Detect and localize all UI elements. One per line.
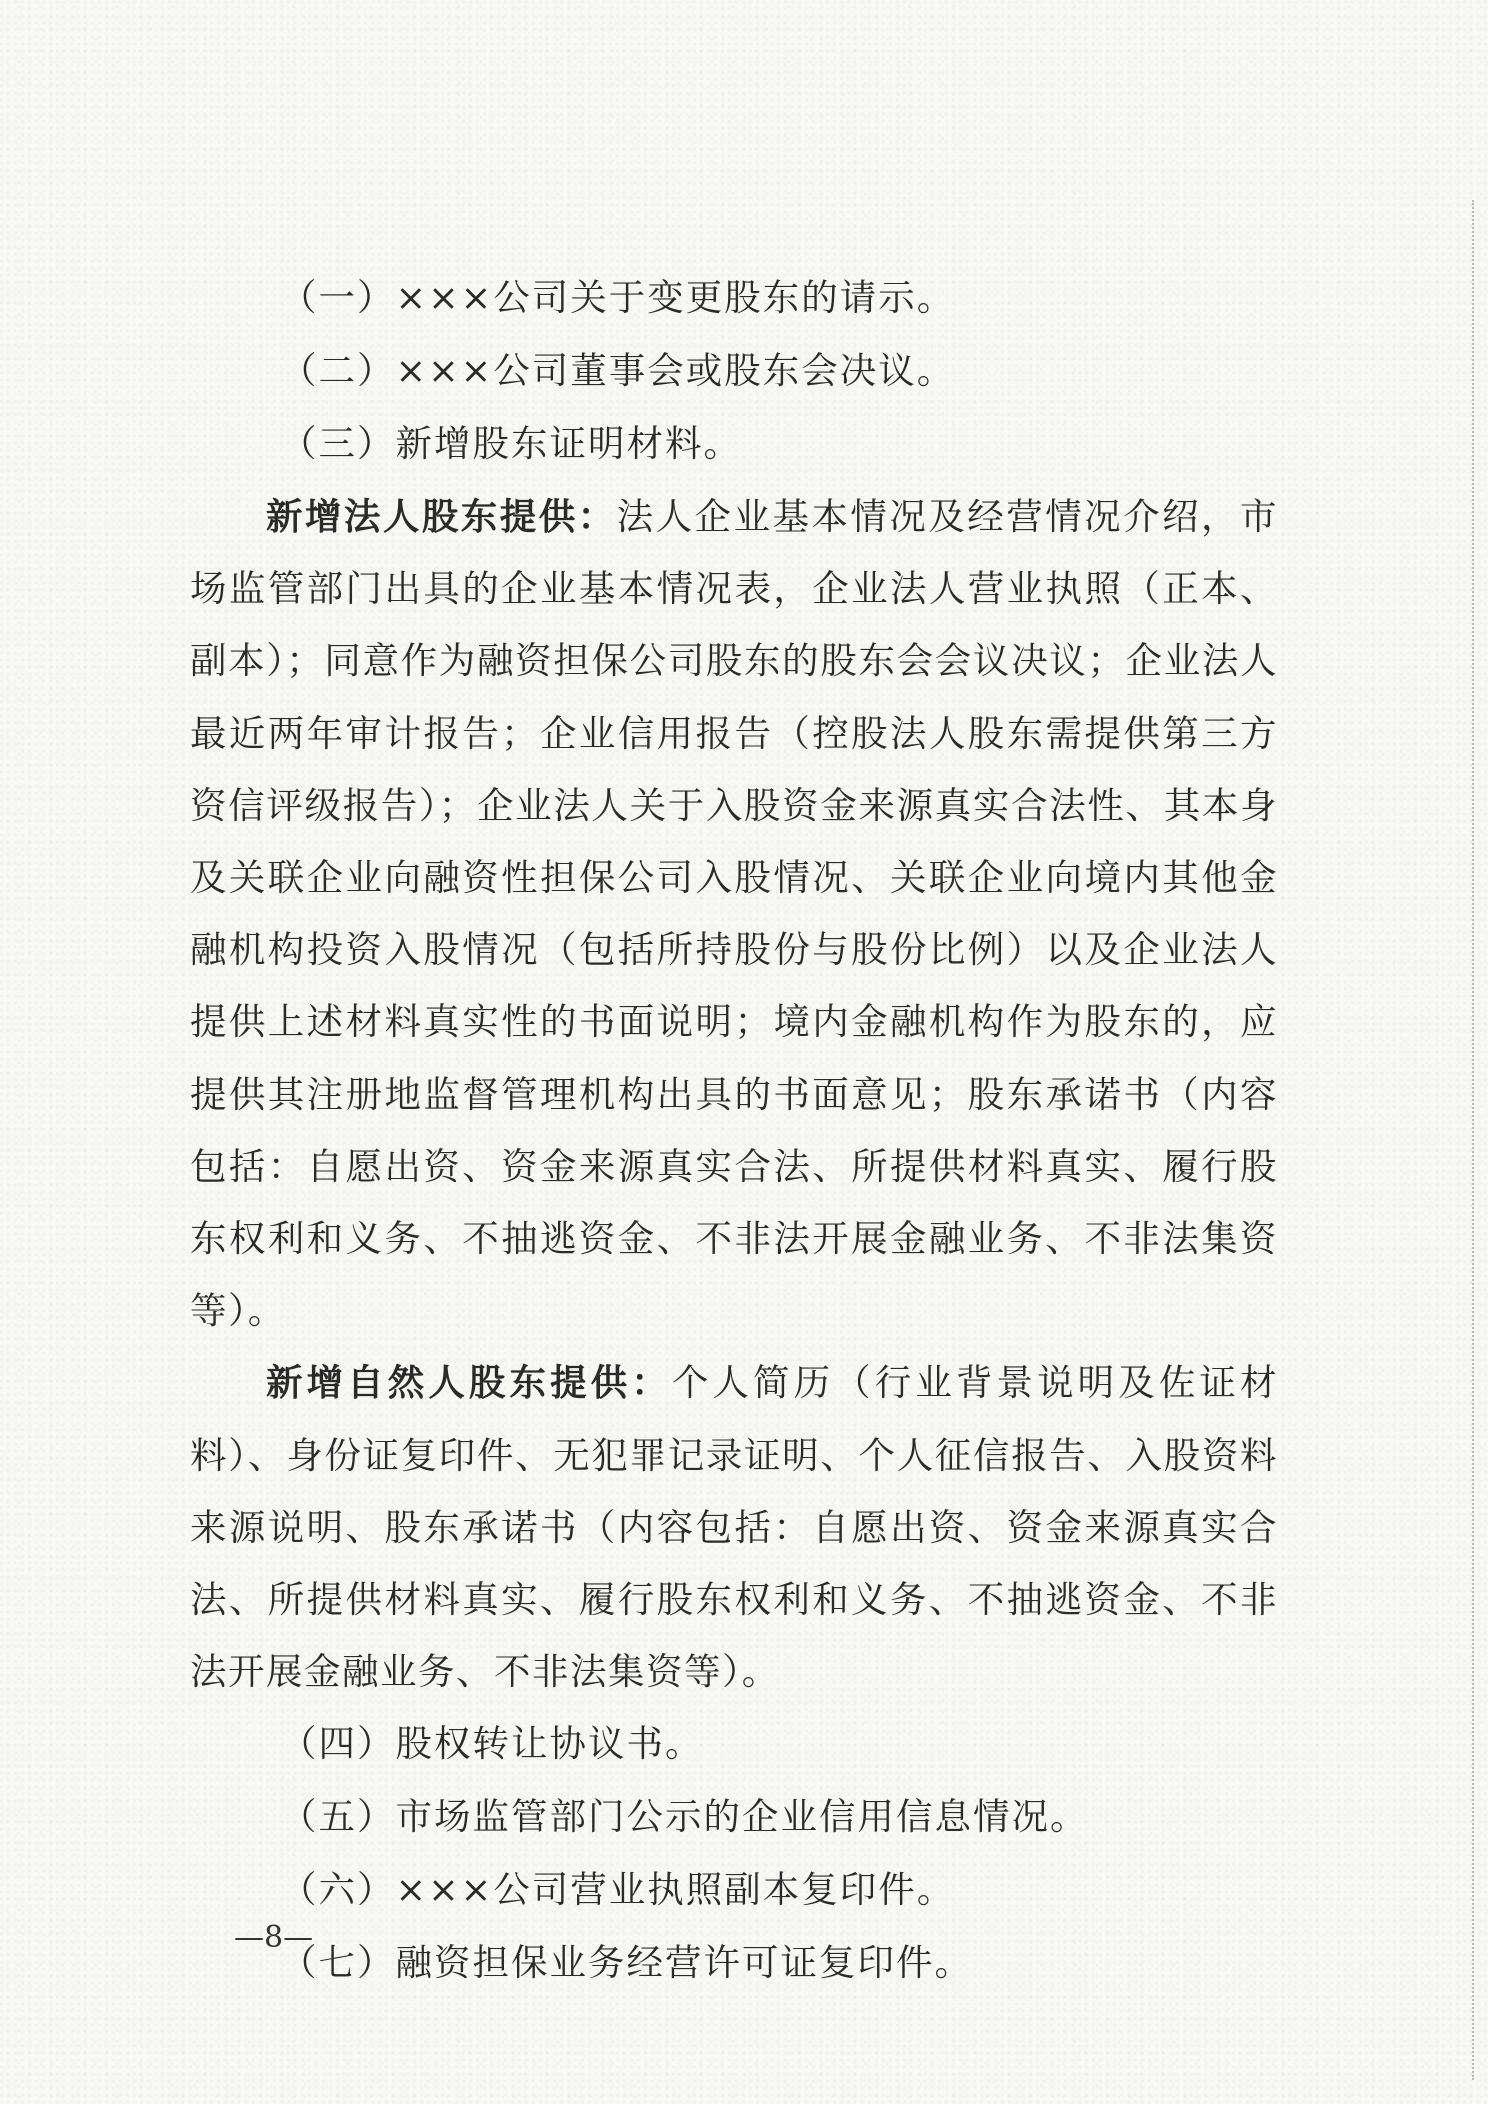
list-item-6: （六）×××公司营业执照副本复印件。 <box>280 1868 956 1912</box>
list-item-5: （五）市场监管部门公示的企业信用信息情况。 <box>280 1795 1089 1839</box>
list-item-1: （一）×××公司关于变更股东的请示。 <box>280 276 956 319</box>
document-body <box>190 262 1278 2000</box>
legal-shareholder-lead: 新增法人股东提供： <box>266 495 617 538</box>
legal-shareholder-text: 法人企业基本情况及经营情况介绍，市场监管部门出具的企业基本情况表，企业法人营业执照（正本、副本）；同意作为融资担保公司股东的股东会会议决议；企业法人最近两年审计报告；企业信用报告（控股法人股东需提供第三方资信评级报告）；企业法人关于入股资金来源真实合法性、其本身及关联企业向融资性担保公司入股情况、关联企业向境内其他金融机构投资入股情况（包括所持股份与股份比例）以及企业法人提供上述材料真实性的书面说明；境内金融机构作为股东的，应提供其注册地监督管理机构出具的书面意见；股东承诺书（内容包括：自愿出资、资金来源真实合法、所提供材料真实、履行股东权利和义务、不抽逃资金、不非法开展金融业务、不非法集资等）。 <box>190 495 1279 1333</box>
list-item-4: （四）股权转让协议书。 <box>280 1722 704 1766</box>
natural-shareholder-lead: 新增自然人股东提供： <box>266 1361 672 1405</box>
list-item-3: （三）新增股东证明材料。 <box>280 422 742 465</box>
natural-shareholder-text: 个人简历（行业背景说明及佐证材料）、身份证复印件、无犯罪记录证明、个人征信报告、入股资料来源说明、股东承诺书（内容包括：自愿出资、资金来源真实合法、所提供材料真实、履行股东权利和义务、不抽逃资金、不非法开展金融业务、不非法集资等）。 <box>190 1361 1279 1694</box>
binding-edge <box>1469 200 1474 2080</box>
list-item-7: （七）融资担保业务经营许可证复印件。 <box>280 1941 973 1985</box>
list-item-2: （二）×××公司董事会或股东会决议。 <box>280 349 956 392</box>
natural-shareholder-paragraph <box>190 1347 1278 1708</box>
legal-shareholder-paragraph <box>190 481 1278 1347</box>
page-number: —8— <box>234 1920 314 1955</box>
